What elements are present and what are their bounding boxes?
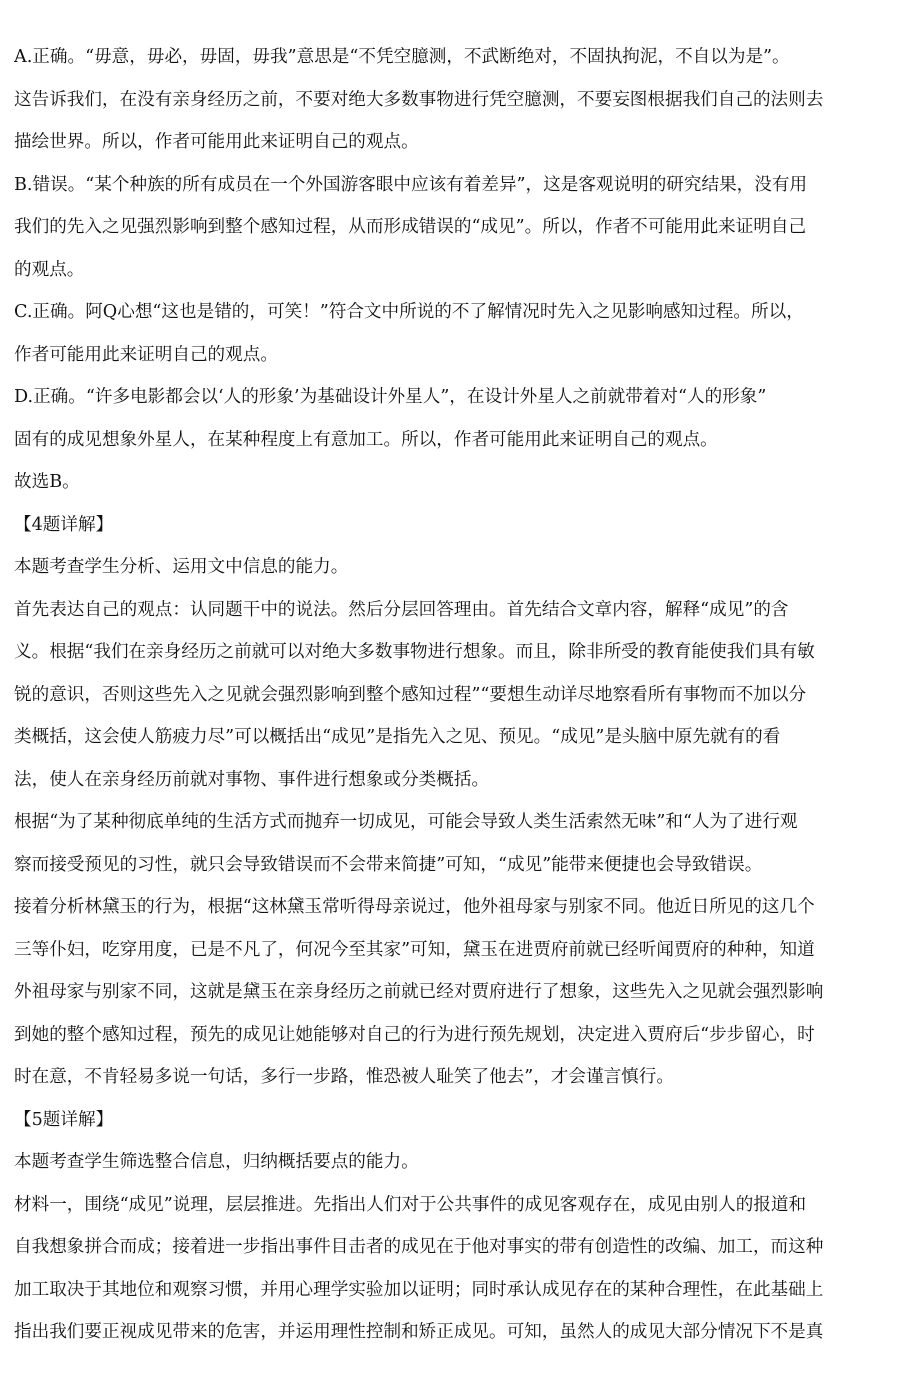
text-line: 察而接受预见的习性，就只会导致错误而不会带来简捷”可知，“成见”能带来便捷也会导致错误。: [14, 854, 763, 875]
text-line: 本题考查学生分析、运用文中信息的能力。: [14, 557, 349, 577]
text-line: 加工取决于其地位和观察习惯，并用心理学实验加以证明；同时承认成见存在的某种合理性，在此基础上: [14, 1279, 824, 1300]
text-line: 锐的意识，否则这些先入之见就会强烈影响到整个感知过程”“要想生动详尽地察看所有事物而不加以分: [14, 684, 807, 705]
text-line: B.错误。“某个种族的所有成员在一个外国游客眼中应该有着差异”，这是客观说明的研究结果，没有用: [14, 174, 808, 195]
text-line: 时在意，不肯轻易多说一句话，多行一步路，惟恐被人耻笑了他去”，才会谨言慎行。: [14, 1067, 674, 1087]
text-line: 法，使人在亲身经历前就对事物、事件进行想象或分类概括。: [14, 769, 490, 790]
text-line: C.正确。阿Q心想“这也是错的，可笑！”符合文中所说的不了解情况时先入之见影响感知过程。所以，: [14, 302, 804, 322]
text-line: 首先表达自己的观点：认同题干中的说法。然后分层回答理由。首先结合文章内容，解释“成见”的含: [14, 599, 789, 620]
text-line: 固有的成见想象外星人，在某种程度上有意加工。所以，作者可能用此来证明自己的观点。: [14, 429, 718, 450]
text-line: 我们的先入之见强烈影响到整个感知过程，从而形成错误的“成见”。所以，作者不可能用此来证明自己: [14, 217, 807, 237]
text-line: 的观点。: [14, 259, 85, 280]
text-line: 义。根据“我们在亲身经历之前就可以对绝大多数事物进行想象。而且，除非所受的教育能使我们具有敏: [14, 642, 815, 662]
section-heading: 【5题详解】: [14, 1109, 114, 1130]
text-line: 这告诉我们，在没有亲身经历之前，不要对绝大多数事物进行凭空臆测，不要妄图根据我们自己的法则去: [14, 89, 824, 110]
section-heading: 【4题详解】: [14, 514, 114, 535]
text-line: D.正确。“许多电影都会以‘人的形象’为基础设计外星人”，在设计外星人之前就带着对“人的形象”: [14, 387, 767, 407]
text-line: 外祖母家与别家不同，这就是黛玉在亲身经历之前就已经对贾府进行了想象，这些先入之见就会强烈影响: [14, 982, 824, 1002]
text-line: 接着分析林黛玉的行为，根据“这林黛玉常听得母亲说过，他外祖母家与别家不同。他近日所见的这几个: [14, 897, 815, 917]
text-line: 作者可能用此来证明自己的观点。: [14, 344, 278, 365]
text-line: 根据“为了某种彻底单纯的生活方式而抛弃一切成见，可能会导致人类生活索然无味”和“人为了进行观: [14, 812, 798, 832]
text-line: 自我想象拼合而成；接着进一步指出事件目击者的成见在于他对事实的带有创造性的改编、加工，而这种: [14, 1237, 824, 1257]
text-line: 指出我们要正视成见带来的危害，并运用理性控制和矫正成见。可知，虽然人的成见大部分情况下不是真: [14, 1322, 824, 1342]
text-line: 描绘世界。所以，作者可能用此来证明自己的观点。: [14, 132, 419, 152]
answer-choice: 故选B。: [14, 472, 80, 492]
text-line: 三等仆妇，吃穿用度，已是不凡了，何况今至其家”可知，黛玉在进贾府前就已经听闻贾府的种种，知道: [14, 939, 815, 960]
text-line: A.正确。“毋意，毋必，毋固，毋我”意思是“不凭空臆测，不武断绝对，不固执拘泥，不自以为是”。: [14, 47, 790, 67]
text-line: 本题考查学生筛选整合信息，归纳概括要点的能力。: [14, 1152, 419, 1172]
text-line: 到她的整个感知过程，预先的成见让她能够对自己的行为进行预先规划，决定进入贾府后“步步留心，时: [14, 1024, 815, 1045]
text-line: 材料一，围绕“成见”说理，层层推进。先指出人们对于公共事件的成见客观存在，成见由别人的报道和: [14, 1194, 807, 1215]
answer-explanation-text: [14, 36, 886, 1354]
text-line: 类概括，这会使人筋疲力尽”可以概括出“成见”是指先入之见、预见。“成见”是头脑中原先就有的看: [14, 727, 781, 747]
